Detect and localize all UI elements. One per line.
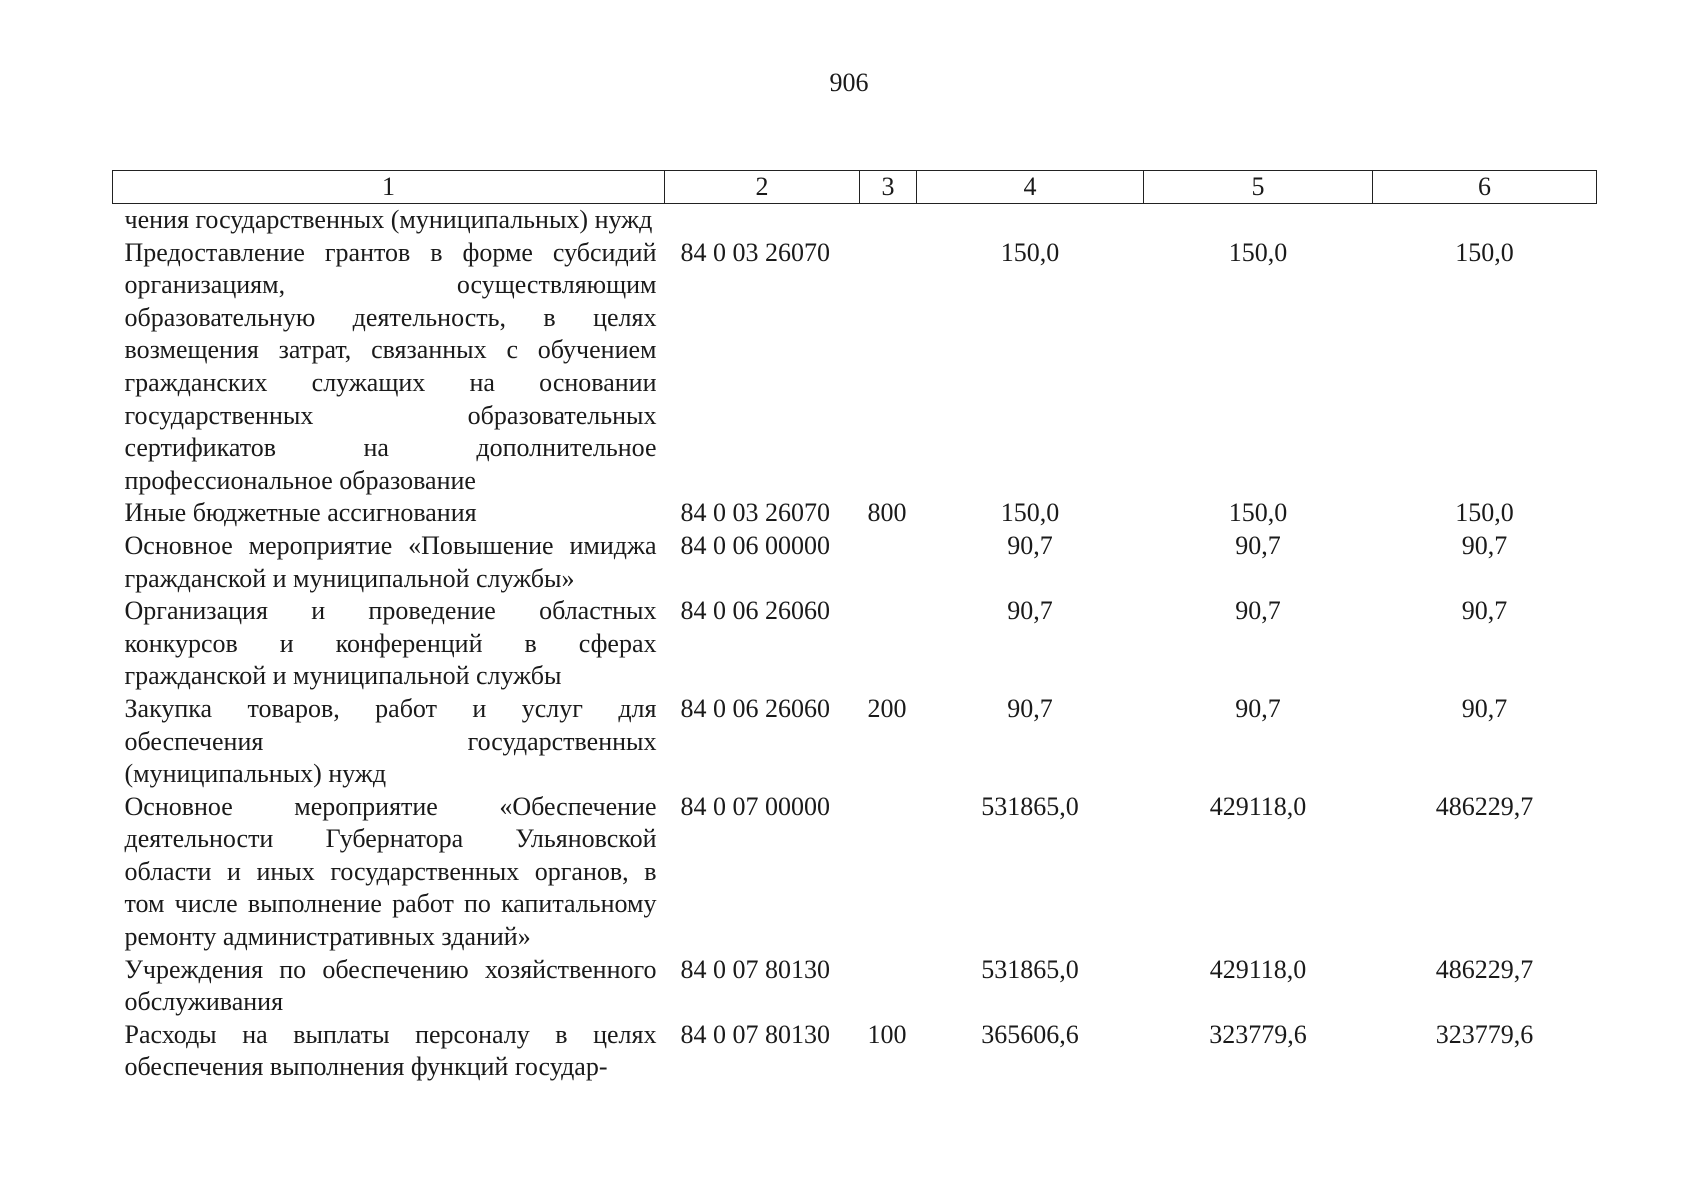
item-name: Предоставление грантов в форме субсидий организациям, осуществляющим образовательную деятельность, в целях возмещения затрат, связанных с обучением гражданских служащих на основании государственных образовательных сертификатов на дополнительное профессиональное образование xyxy=(124,237,657,495)
table-row xyxy=(113,1019,1597,1084)
amount-col5: 90,7 xyxy=(1235,596,1281,626)
expense-type xyxy=(860,530,917,595)
amount-col6: 90,7 xyxy=(1461,530,1508,560)
amount-col6: 486229,7 xyxy=(1435,791,1534,821)
expense-type xyxy=(860,237,917,498)
amount-col5: 150,0 xyxy=(1228,237,1288,267)
amount-col4: 150,0 xyxy=(1000,237,1060,267)
item-name: Организация и проведение областных конкурсов и конференций в сферах гражданской и муниципальной службы xyxy=(124,596,657,691)
expense-type: 800 xyxy=(867,498,907,528)
amount-col6: 90,7 xyxy=(1461,596,1508,626)
header-row xyxy=(113,171,1597,204)
column-header: 5 xyxy=(1144,171,1373,204)
expense-type xyxy=(860,204,917,237)
item-code: 84 0 07 80130 xyxy=(680,954,830,984)
amount-col6: 90,7 xyxy=(1461,693,1508,723)
item-code: 84 0 03 26070 xyxy=(680,498,830,528)
amount-col5: 150,0 xyxy=(1228,498,1288,528)
column-header: 1 xyxy=(113,171,665,204)
table-row xyxy=(113,954,1597,1019)
amount-col4: 365606,6 xyxy=(981,1019,1079,1049)
amount-col5: 429118,0 xyxy=(1209,954,1307,984)
item-name: чения государственных (муниципальных) нужд xyxy=(124,205,653,234)
amount-col6: 150,0 xyxy=(1455,498,1514,528)
item-code xyxy=(665,204,860,237)
column-header: 2 xyxy=(665,171,860,204)
amount-col6: 486229,7 xyxy=(1435,954,1534,984)
item-name: Основное мероприятие «Обеспечение деятельности Губернатора Ульяновской области и иных государственных органов, в том числе выполнение работ по капитальному ремонту административных зданий» xyxy=(124,791,657,952)
item-code: 84 0 06 00000 xyxy=(680,530,830,560)
amount-col4: 150,0 xyxy=(1000,498,1060,528)
item-name: Расходы на выплаты персоналу в целях обеспечения выполнения функций государ- xyxy=(124,1019,657,1082)
amount-col4: 531865,0 xyxy=(981,791,1079,821)
amount-col4: 531865,0 xyxy=(981,954,1079,984)
amount-col4: 90,7 xyxy=(1007,530,1053,560)
amount-col4: 90,7 xyxy=(1007,596,1053,626)
table-body xyxy=(113,204,1597,1085)
table-row xyxy=(113,693,1597,791)
expense-type: 200 xyxy=(867,693,907,723)
expense-type xyxy=(860,791,917,954)
table-row xyxy=(113,204,1597,237)
page-number: 906 xyxy=(829,68,869,97)
table-row xyxy=(113,237,1597,498)
amount-col6: 323779,6 xyxy=(1435,1019,1534,1049)
amount-col4: 90,7 xyxy=(1007,693,1053,723)
amount-col5 xyxy=(1144,204,1373,237)
item-name: Иные бюджетные ассигнования xyxy=(124,498,477,528)
item-name: Основное мероприятие «Повышение имиджа гражданской и муниципальной службы» xyxy=(124,530,657,593)
amount-col5: 323779,6 xyxy=(1209,1019,1307,1049)
table-row xyxy=(113,791,1597,954)
amount-col4 xyxy=(917,204,1144,237)
expense-type xyxy=(860,595,917,693)
column-header: 3 xyxy=(860,171,917,204)
item-name: Закупка товаров, работ и услуг для обеспечения государственных (муниципальных) нужд xyxy=(124,693,657,789)
amount-col5: 429118,0 xyxy=(1209,791,1307,821)
budget-table xyxy=(112,170,1597,1084)
column-header: 4 xyxy=(917,171,1144,204)
column-header: 6 xyxy=(1373,171,1597,204)
table-row xyxy=(113,530,1597,595)
item-code: 84 0 06 26060 xyxy=(680,596,830,626)
amount-col6 xyxy=(1373,204,1597,237)
item-code: 84 0 06 26060 xyxy=(680,693,830,723)
table-header xyxy=(113,171,1597,204)
table-row xyxy=(113,497,1597,530)
expense-type xyxy=(860,954,917,1019)
item-code: 84 0 07 80130 xyxy=(680,1019,830,1049)
table-row xyxy=(113,595,1597,693)
expense-type: 100 xyxy=(867,1019,907,1049)
amount-col6: 150,0 xyxy=(1455,237,1514,267)
amount-col5: 90,7 xyxy=(1235,530,1281,560)
amount-col5: 90,7 xyxy=(1235,693,1281,723)
item-code: 84 0 07 00000 xyxy=(680,791,830,821)
item-code: 84 0 03 26070 xyxy=(680,237,830,267)
item-name: Учреждения по обеспечению хозяйственного обслуживания xyxy=(124,954,657,1017)
